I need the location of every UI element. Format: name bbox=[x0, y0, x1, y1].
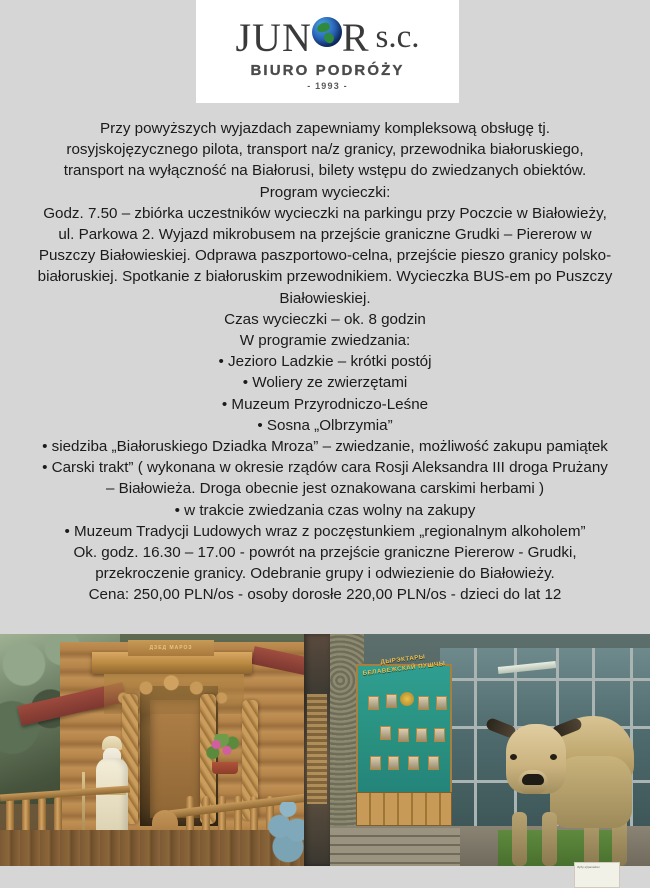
list-item: • Jezioro Ladzkie – krótki postój bbox=[218, 353, 432, 371]
itinerary-line: białoruskiej. Spotkanie z białoruskim przewodnikiem. Wycieczka BUS-em po Puszczy bbox=[37, 268, 613, 286]
logo-name-part1: JUN bbox=[235, 15, 312, 60]
floor-steps bbox=[330, 828, 460, 866]
exhibit-placard: Зубр еўрапейскі bbox=[574, 862, 620, 888]
program-heading: Program wycieczki: bbox=[259, 183, 391, 201]
itinerary-line: ul. Parkowa 2. Wyjazd mikrobusem na przejście graniczne Grudki – Piererow w bbox=[58, 226, 592, 244]
hanging-flower-basket bbox=[206, 734, 240, 764]
intro-line: Przy powyższych wyjazdach zapewniamy kompleksową obsługę tj. bbox=[100, 120, 550, 137]
logo-area bbox=[0, 0, 650, 104]
logo-name-part2: R bbox=[341, 15, 369, 60]
portrait-frame bbox=[370, 756, 381, 770]
portrait-frame bbox=[380, 726, 391, 740]
list-item: • siedziba „Białoruskiego Dziadka Mroza” – zwiedzanie, możliwość zakupu pamiątek bbox=[42, 438, 608, 456]
bison-nose bbox=[522, 774, 544, 785]
list-item: • Carski trakt” ( wykonana w okresie rządów cara Rosji Aleksandra III droga Prużany bbox=[42, 459, 608, 477]
sightseeing-list bbox=[0, 351, 650, 542]
intro-line: transport na wyłączność na Białorusi, bilety wstępu do zwiedzanych obiektów. bbox=[63, 162, 587, 180]
residence-sign: ДЗЕД МАРОЗ bbox=[128, 640, 214, 656]
portrait-frame bbox=[398, 728, 409, 742]
photo-strip bbox=[0, 634, 650, 869]
logo-wordmark bbox=[196, 14, 459, 61]
duration-text: Czas wycieczki – ok. 8 godzin bbox=[224, 310, 426, 328]
bison-taxidermy bbox=[488, 670, 640, 869]
list-item-continuation: – Białowieża. Droga obecnie jest oznakowana carskimi herbami ) bbox=[105, 480, 545, 498]
portrait-frame bbox=[408, 756, 419, 770]
sightseeing-heading: W programie zwiedzania: bbox=[239, 332, 411, 350]
portrait-frame bbox=[436, 696, 447, 710]
offer-text-body bbox=[0, 104, 650, 606]
notice-board-title: ДЫРЭКТАРЫ БЕЛАВЕЖСКАЙ ПУШЧЫ bbox=[362, 654, 446, 678]
photo-museum-bison bbox=[330, 634, 650, 869]
itinerary-line: Godz. 7.50 – zbiórka uczestników wycieczki na parkingu przy Poczcie w Białowieży, bbox=[43, 204, 607, 222]
emblem-icon bbox=[400, 692, 414, 706]
itinerary-paragraph bbox=[0, 203, 650, 309]
logo-suffix: s.c. bbox=[375, 19, 420, 55]
list-item: • Sosna „Olbrzymia” bbox=[257, 416, 393, 434]
photo-ded-moroz-residence bbox=[0, 634, 330, 866]
bison-leg bbox=[512, 812, 527, 866]
duration-paragraph bbox=[0, 309, 650, 351]
logo-year: - 1993 - bbox=[307, 81, 348, 91]
itinerary-line: Puszczy Białowieskiej. Odprawa paszportowo-celna, przejście pieszo granicy polsko- bbox=[38, 247, 612, 265]
globe-icon bbox=[312, 17, 342, 47]
return-paragraph bbox=[0, 542, 650, 606]
itinerary-line: Białowieskiej. bbox=[279, 289, 371, 307]
flower-pot bbox=[212, 762, 238, 774]
list-item: • w trakcie zwiedzania czas wolny na zakupy bbox=[174, 501, 476, 519]
return-line: Ok. godz. 16.30 – 17.00 - powrót na przejście graniczne Piererow - Grudki, bbox=[73, 544, 577, 562]
return-line: przekroczenie granicy. Odebranie grupy i odwiezienie do Białowieży. bbox=[95, 565, 555, 583]
intro-paragraph bbox=[0, 118, 650, 203]
list-item: • Muzeum Przyrodniczo-Leśne bbox=[221, 395, 429, 413]
portrait-frame bbox=[418, 696, 429, 710]
bison-leg bbox=[542, 812, 557, 866]
portrait-frame bbox=[428, 756, 439, 770]
portrait-frame bbox=[434, 728, 445, 742]
photo-edge-strip bbox=[304, 634, 330, 866]
bison-eye bbox=[550, 754, 557, 760]
price-text: Cena: 250,00 PLN/os - osoby dorosłe 220,00 PLN/os - dzieci do lat 12 bbox=[88, 586, 562, 604]
logo-subtitle: BIURO PODRÓŻY bbox=[250, 62, 405, 79]
company-logo bbox=[196, 0, 459, 103]
intro-line: rosyjskojęzycznego pilota, transport na/z granicy, przewodnika białoruskiego, bbox=[66, 141, 584, 159]
portrait-frame bbox=[368, 696, 379, 710]
wooden-cabinet bbox=[356, 792, 452, 826]
list-item: • Muzeum Tradycji Ludowych wraz z poczęstunkiem „regionalnym alkoholem” bbox=[64, 522, 586, 540]
portrait-frame bbox=[416, 728, 427, 742]
list-item: • Woliery ze zwierzętami bbox=[242, 374, 408, 392]
portrait-frame bbox=[386, 694, 397, 708]
portrait-frame bbox=[388, 756, 399, 770]
bison-eye bbox=[510, 754, 517, 760]
